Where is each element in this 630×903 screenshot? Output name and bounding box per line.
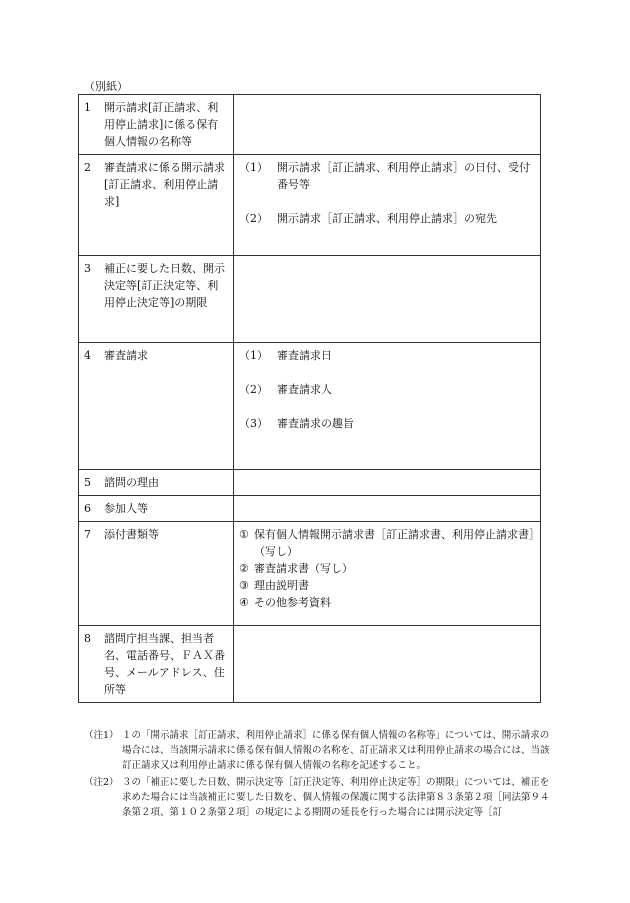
row-label: 開示請求[訂正請求、利用停止請求]に係る保有個人情報の名称等 <box>104 101 219 148</box>
row-number: 3 <box>84 262 91 275</box>
sub-item: （1） 審査請求日 <box>239 349 332 362</box>
table-row <box>79 626 541 703</box>
note-label: （注1） <box>84 730 119 741</box>
note-text: １の「開示請求［訂正請求、利用停止請求］に係る保有個人情報の名称等」については、開示請求の場合には、当該開示請求に係る保有個人情報の名称を、訂正請求又は利用停止請求の場合には、当該訂正請求又は利用停止請求に係る保有個人情報の名称を記述すること。 <box>122 730 550 771</box>
row-number: 1 <box>84 101 91 114</box>
note <box>84 728 554 773</box>
note-label: （注2） <box>84 777 119 788</box>
row-content-cell[interactable] <box>234 470 541 496</box>
row-content-cell[interactable] <box>234 496 541 522</box>
table-row <box>79 256 541 343</box>
row-label: 添付書類等 <box>104 528 159 541</box>
note <box>84 775 554 820</box>
row-number: 5 <box>84 476 91 489</box>
row-content-cell[interactable] <box>234 95 541 155</box>
table-row <box>79 343 541 470</box>
attachment-item: ④ その他参考資料 <box>239 596 331 609</box>
row-content-cell <box>234 522 541 626</box>
row-number: 6 <box>84 502 91 515</box>
row-number: 2 <box>84 161 91 174</box>
table-row <box>79 470 541 496</box>
notes <box>84 728 554 822</box>
sub-item: （1） 開示請求［訂正請求、利用停止請求］の日付、受付番号等 <box>239 161 530 191</box>
row-content-cell[interactable] <box>234 626 541 703</box>
sub-item: （2） 審査請求人 <box>239 383 332 396</box>
row-number: 4 <box>84 349 91 362</box>
sub-item: （3） 審査請求の趣旨 <box>239 417 354 430</box>
row-content-cell[interactable] <box>234 256 541 343</box>
note-text: ３の「補正に要した日数、開示決定等［訂正決定等、利用停止決定等］の期限」については、補正を求めた場合には当該補正に要した日数を、個人情報の保護に関する法律第８３条第２項［同法第９４条第２項、第１０２条第２項］の規定による期間の延長を行った場合には開示決定等［訂 <box>122 777 550 818</box>
row-label: 諮問庁担当課、担当者名、電話番号、ＦＡＸ番号、メールアドレス、住所等 <box>104 632 225 696</box>
row-content-cell <box>234 343 541 470</box>
table-row <box>79 155 541 256</box>
row-label: 参加人等 <box>104 502 148 515</box>
row-label: 諮問の理由 <box>104 476 159 489</box>
form-table <box>78 94 541 703</box>
table-row <box>79 95 541 155</box>
table-row <box>79 522 541 626</box>
row-number: 8 <box>84 632 91 645</box>
row-number: 7 <box>84 528 91 541</box>
attachment-item: ② 審査請求書（写し） <box>239 562 353 575</box>
attachment-item: ③ 理由説明書 <box>239 579 309 592</box>
row-label: 補正に要した日数、開示決定等[訂正決定等、利用停止決定等]の期限 <box>104 262 225 309</box>
row-label: 審査請求 <box>104 349 148 362</box>
row-content-cell <box>234 155 541 256</box>
row-label: 審査請求に係る開示請求[訂正請求、利用停止請求] <box>104 161 225 208</box>
attachment-item: ① 保有個人情報開示請求書［訂正請求書、利用停止請求書］（写し） <box>239 528 535 558</box>
table-row <box>79 496 541 522</box>
page-label: （別紙） <box>84 80 128 93</box>
sub-item: （2） 開示請求［訂正請求、利用停止請求］の宛先 <box>239 212 497 225</box>
